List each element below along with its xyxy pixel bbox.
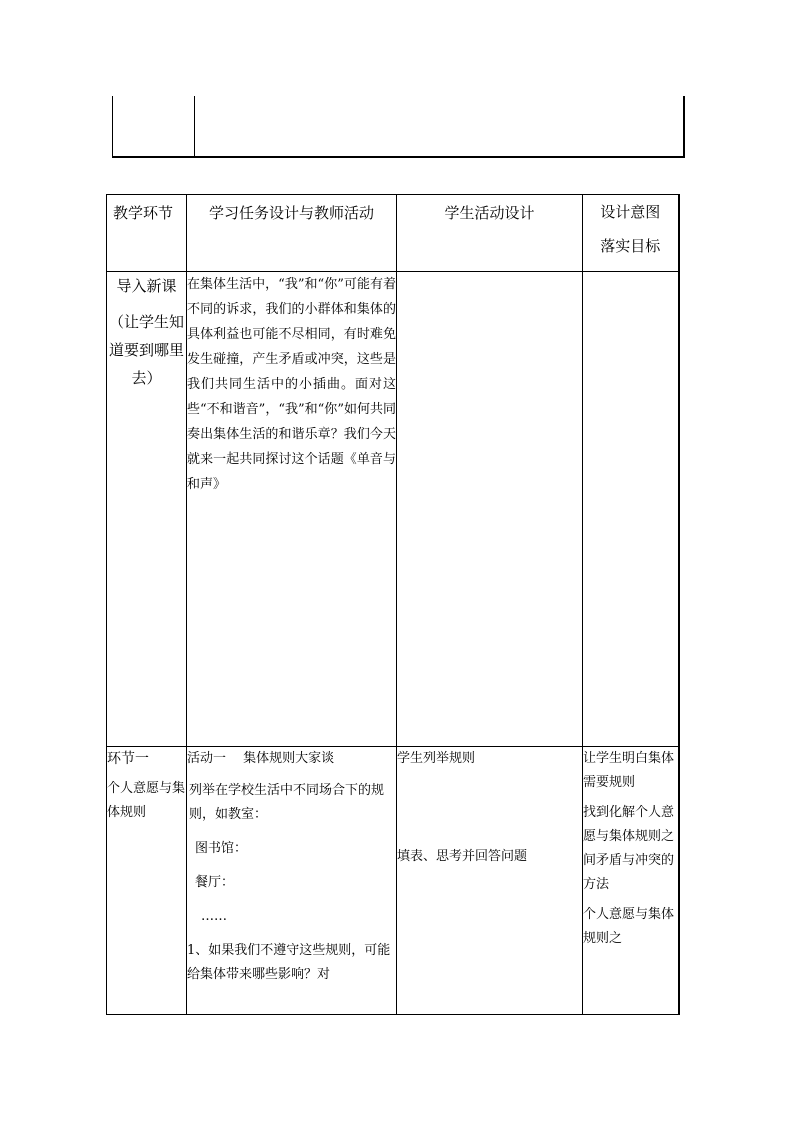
lesson-plan-table bbox=[106, 194, 680, 1015]
header-stage: 教学环节 bbox=[107, 195, 187, 272]
intent-c: 个人意愿与集体规则之 bbox=[583, 907, 675, 946]
table-border bbox=[683, 96, 685, 158]
header-intent-line2: 落实目标 bbox=[600, 237, 661, 255]
table-header-row bbox=[107, 195, 679, 272]
table-row bbox=[107, 747, 679, 1015]
table-border bbox=[112, 156, 685, 158]
table-row bbox=[107, 272, 679, 747]
intro-stage-note: （让学生知道要到哪里去） bbox=[108, 313, 184, 387]
section1-stage-note: 个人意愿与集体规则 bbox=[107, 781, 186, 820]
section1-teacher-cell bbox=[187, 747, 397, 1015]
student-activity-b: 填表、思考并回答问题 bbox=[397, 849, 528, 864]
intent-b: 找到化解个人意愿与集体规则之间矛盾与冲突的方法 bbox=[583, 805, 675, 892]
library-item: 图书馆： bbox=[195, 841, 248, 856]
list-prompt: 列举在学校生活中不同场合下的规则，如教室： bbox=[189, 783, 385, 822]
canteen-item: 餐厅： bbox=[195, 875, 235, 890]
question-1: 1、如果我们不遵守这些规则，可能给集体带来哪些影响？对 bbox=[187, 943, 391, 982]
table-border bbox=[112, 96, 113, 158]
section1-intent-cell bbox=[583, 747, 679, 1015]
header-intent-line1: 设计意图 bbox=[600, 203, 661, 221]
section1-stage-cell bbox=[107, 747, 187, 1015]
section1-student-cell bbox=[397, 747, 583, 1015]
header-student-activity: 学生活动设计 bbox=[397, 195, 583, 272]
table-border bbox=[194, 96, 195, 158]
activity-title: 活动一 集体规则大家谈 bbox=[187, 751, 335, 766]
header-teacher-activity: 学习任务设计与教师活动 bbox=[187, 195, 397, 272]
intro-stage-title: 导入新课 bbox=[116, 277, 177, 295]
previous-table-fragment bbox=[112, 96, 684, 158]
intro-teacher-text: 在集体生活中，“我”和“你”可能有着不同的诉求，我们的小群体和集体的具体利益也可能不尽相同，有时难免发生碰撞，产生矛盾或冲突，这些是我们共同生活中的小插曲。面对这些“不和谐音”，“我”和“你”如何共同奏出集体生活的和谐乐章？我们今天就来一起共同探讨这个话题《单音与和声》 bbox=[187, 272, 397, 747]
section1-stage-title: 环节一 bbox=[107, 751, 149, 767]
intro-stage-cell bbox=[107, 272, 187, 747]
intro-student-cell bbox=[397, 272, 583, 747]
intro-intent-cell bbox=[583, 272, 679, 747]
student-activity-a: 学生列举规则 bbox=[397, 751, 476, 766]
header-intent bbox=[583, 195, 679, 272]
intent-a: 让学生明白集体需要规则 bbox=[583, 751, 675, 790]
ellipsis-item: …… bbox=[201, 909, 227, 924]
